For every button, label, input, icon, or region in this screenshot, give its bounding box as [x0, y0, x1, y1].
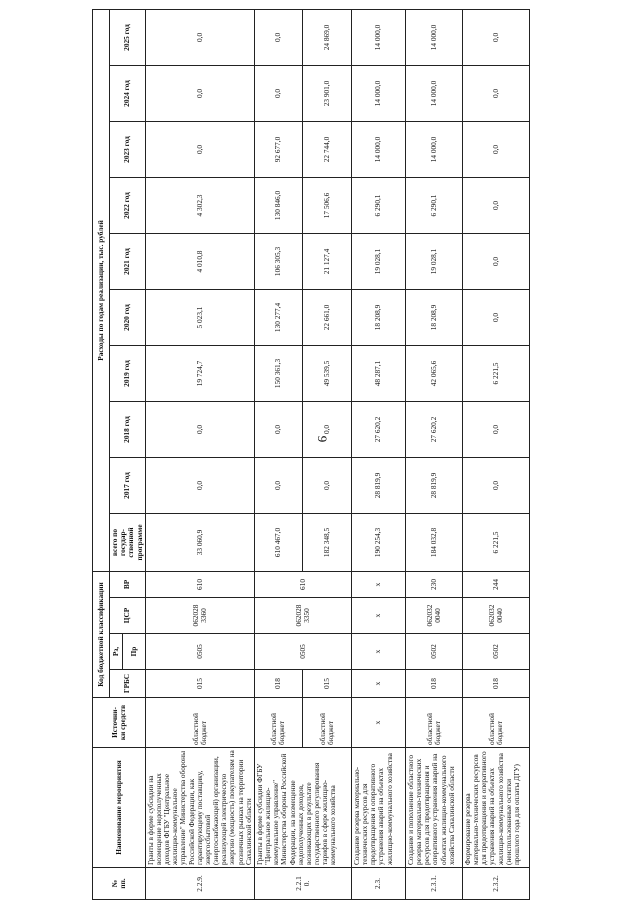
table-header — [93, 9, 146, 899]
row-y2019: 42 065,6 — [405, 345, 462, 401]
row-num: 2.2.1 0. — [254, 868, 351, 900]
row-y2018: 0,0 — [302, 401, 351, 457]
header-csr: ЦСР — [110, 598, 146, 634]
row-y2022: 6 290,1 — [351, 177, 405, 233]
header-year-2024: 2024 год — [110, 65, 146, 121]
row-y2022: 0,0 — [462, 177, 529, 233]
row-num: 2.3. — [351, 868, 405, 900]
row-y2018: 0,0 — [145, 401, 254, 457]
row-total: 33 060,9 — [145, 513, 254, 571]
row-y2017: 0,0 — [462, 457, 529, 513]
row-csr: 062028 3350 — [254, 598, 351, 634]
row-y2025: 0,0 — [145, 9, 254, 65]
row-y2025: 24 869,0 — [302, 9, 351, 65]
header-expenses-group: Расходы по годам реализации, тыс. рублей — [93, 9, 110, 571]
row-rzpr: 0505 — [254, 634, 351, 670]
row-y2017: 0,0 — [254, 457, 302, 513]
row-y2020: 22 661,0 — [302, 289, 351, 345]
row-y2019: 150 361,3 — [254, 345, 302, 401]
row-name: Формирование резерва материально-технических ресурсов для предотвращения и оперативного устранения аварий на объектах жилищно-коммунального хозяйства (неиспользованные остатки прошлого года для оплаты ДГУ) — [462, 748, 529, 868]
row-num: 2.3.1. — [405, 868, 462, 900]
row-csr: 062032 0040 — [405, 598, 462, 634]
row-y2018: 0,0 — [462, 401, 529, 457]
header-year-2025: 2025 год — [110, 9, 146, 65]
row-y2025: 14 000,0 — [351, 9, 405, 65]
row-y2025: 0,0 — [462, 9, 529, 65]
row-y2019: 48 287,1 — [351, 345, 405, 401]
row-vr: 230 — [405, 571, 462, 597]
row-y2023: 0,0 — [462, 121, 529, 177]
row-y2024: 14 000,0 — [405, 65, 462, 121]
header-codes-group: Код бюджетной классификации — [93, 571, 110, 697]
row-y2025: 0,0 — [254, 9, 302, 65]
row-y2018: 0,0 — [254, 401, 302, 457]
table-row — [145, 9, 254, 899]
row-y2023: 92 677,0 — [254, 121, 302, 177]
row-y2020: 18 208,9 — [405, 289, 462, 345]
row-y2024: 23 901,0 — [302, 65, 351, 121]
row-total: 6 221,5 — [462, 513, 529, 571]
row-y2018: 27 620,2 — [351, 401, 405, 457]
header-name: Наименование мероприятия — [93, 748, 146, 868]
row-y2020: 18 208,9 — [351, 289, 405, 345]
header-total: всего по государ-ственной программе — [110, 513, 146, 571]
row-y2017: 28 819,9 — [405, 457, 462, 513]
row-total: 182 348,5 — [302, 513, 351, 571]
row-rzpr: 0505 — [145, 634, 254, 670]
header-year-2018: 2018 год — [110, 401, 146, 457]
header-year-2021: 2021 год — [110, 233, 146, 289]
row-y2024: 0,0 — [462, 65, 529, 121]
row-vr: 244 — [462, 571, 529, 597]
row-source: областной бюджет — [462, 698, 529, 748]
row-rzpr: 0502 — [405, 634, 462, 670]
row-y2021: 0,0 — [462, 233, 529, 289]
row-y2018: 27 620,2 — [405, 401, 462, 457]
row-num: 2.2.9. — [145, 868, 254, 900]
row-csr: x — [351, 598, 405, 634]
header-year-2022: 2022 год — [110, 177, 146, 233]
header-source: Источни- ки средств — [93, 698, 146, 748]
row-grbs: 015 — [302, 670, 351, 698]
row-y2025: 14 000,0 — [405, 9, 462, 65]
row-total: 610 467,0 — [254, 513, 302, 571]
row-y2022: 4 302,3 — [145, 177, 254, 233]
table-body — [145, 9, 529, 899]
row-name: Создание и пополнение областного резерва материально-технических ресурсов для предотвращения и оперативного устранения аварий на объектах жилищно-коммунального хозяйства Сахалинской области — [405, 748, 462, 868]
row-y2023: 22 744,0 — [302, 121, 351, 177]
row-y2017: 0,0 — [145, 457, 254, 513]
header-pr: Пр — [123, 634, 145, 670]
table-row — [254, 9, 302, 899]
header-rz: Рз, — [110, 634, 123, 670]
budget-sheet — [92, 10, 624, 900]
row-y2020: 0,0 — [462, 289, 529, 345]
header-year-2019: 2019 год — [110, 345, 146, 401]
header-year-2017: 2017 год — [110, 457, 146, 513]
row-rzpr: x — [351, 634, 405, 670]
row-total: 184 032,8 — [405, 513, 462, 571]
header-num: № пп. — [93, 868, 146, 900]
row-rzpr: 0502 — [462, 634, 529, 670]
header-vr: ВР — [110, 571, 146, 597]
row-grbs: 018 — [254, 670, 302, 698]
row-source: x — [351, 698, 405, 748]
row-source: областной бюджет — [302, 698, 351, 748]
row-y2017: 28 819,9 — [351, 457, 405, 513]
row-name: Создание резерва материально-технических ресурсов для предотвращения и оперативного устранения аварий на объектах жилищно-коммунального хозяйства — [351, 748, 405, 868]
row-csr: 062028 3360 — [145, 598, 254, 634]
row-y2024: 14 000,0 — [351, 65, 405, 121]
row-y2021: 19 028,1 — [405, 233, 462, 289]
row-y2024: 0,0 — [254, 65, 302, 121]
row-source: областной бюджет — [405, 698, 462, 748]
table-row — [351, 9, 405, 899]
row-y2023: 14 000,0 — [405, 121, 462, 177]
row-vr: 610 — [254, 571, 351, 597]
row-y2020: 5 023,1 — [145, 289, 254, 345]
row-y2023: 0,0 — [145, 121, 254, 177]
row-y2023: 14 000,0 — [351, 121, 405, 177]
row-y2021: 21 127,4 — [302, 233, 351, 289]
row-y2024: 0,0 — [145, 65, 254, 121]
row-source: областной бюджет — [145, 698, 254, 748]
row-grbs: 015 — [145, 670, 254, 698]
row-y2019: 6 221,5 — [462, 345, 529, 401]
row-y2019: 49 539,5 — [302, 345, 351, 401]
table-row — [405, 9, 462, 899]
row-grbs: 018 — [405, 670, 462, 698]
row-y2019: 19 724,7 — [145, 345, 254, 401]
budget-table — [92, 9, 530, 900]
row-y2021: 19 028,1 — [351, 233, 405, 289]
row-y2021: 4 010,8 — [145, 233, 254, 289]
row-y2021: 106 305,3 — [254, 233, 302, 289]
row-y2022: 17 506,6 — [302, 177, 351, 233]
row-vr: 610 — [145, 571, 254, 597]
row-total: 190 254,3 — [351, 513, 405, 571]
row-name: Гранты в форме субсидии ФГБУ "Центральное жилищно-коммунальное управление" Министерства обороны Российской Федерации, на возмещение недополученных доходов, возникающих в результате государственного регулирования тарифов в сфере жилищно-коммунального хозяйства — [254, 748, 351, 868]
row-grbs: x — [351, 670, 405, 698]
row-y2020: 130 277,4 — [254, 289, 302, 345]
header-year-2020: 2020 год — [110, 289, 146, 345]
row-vr: x — [351, 571, 405, 597]
row-source: областной бюджет — [254, 698, 302, 748]
row-num: 2.3.2. — [462, 868, 529, 900]
row-grbs: 018 — [462, 670, 529, 698]
table-row — [462, 9, 529, 899]
header-grbs: ГРБС — [110, 670, 146, 698]
row-csr: 062032 0040 — [462, 598, 529, 634]
page-number-text: 9 — [315, 435, 330, 443]
header-year-2023: 2023 год — [110, 121, 146, 177]
row-y2017: 0,0 — [302, 457, 351, 513]
row-y2022: 130 846,0 — [254, 177, 302, 233]
row-name: Гранты в форме субсидии на возмещение недополученных доходов ФГБУ "Центральное жилищно-коммунальное управление" Министерства обороны Российской Федерации, как гарантирующему поставщику, энергосбытовой (энергоснабжающей) организации, реализующей электрическую энергию (мощность) покупателям на розничных рынках на территории Сахалинской области — [145, 748, 254, 868]
row-y2022: 6 290,1 — [405, 177, 462, 233]
